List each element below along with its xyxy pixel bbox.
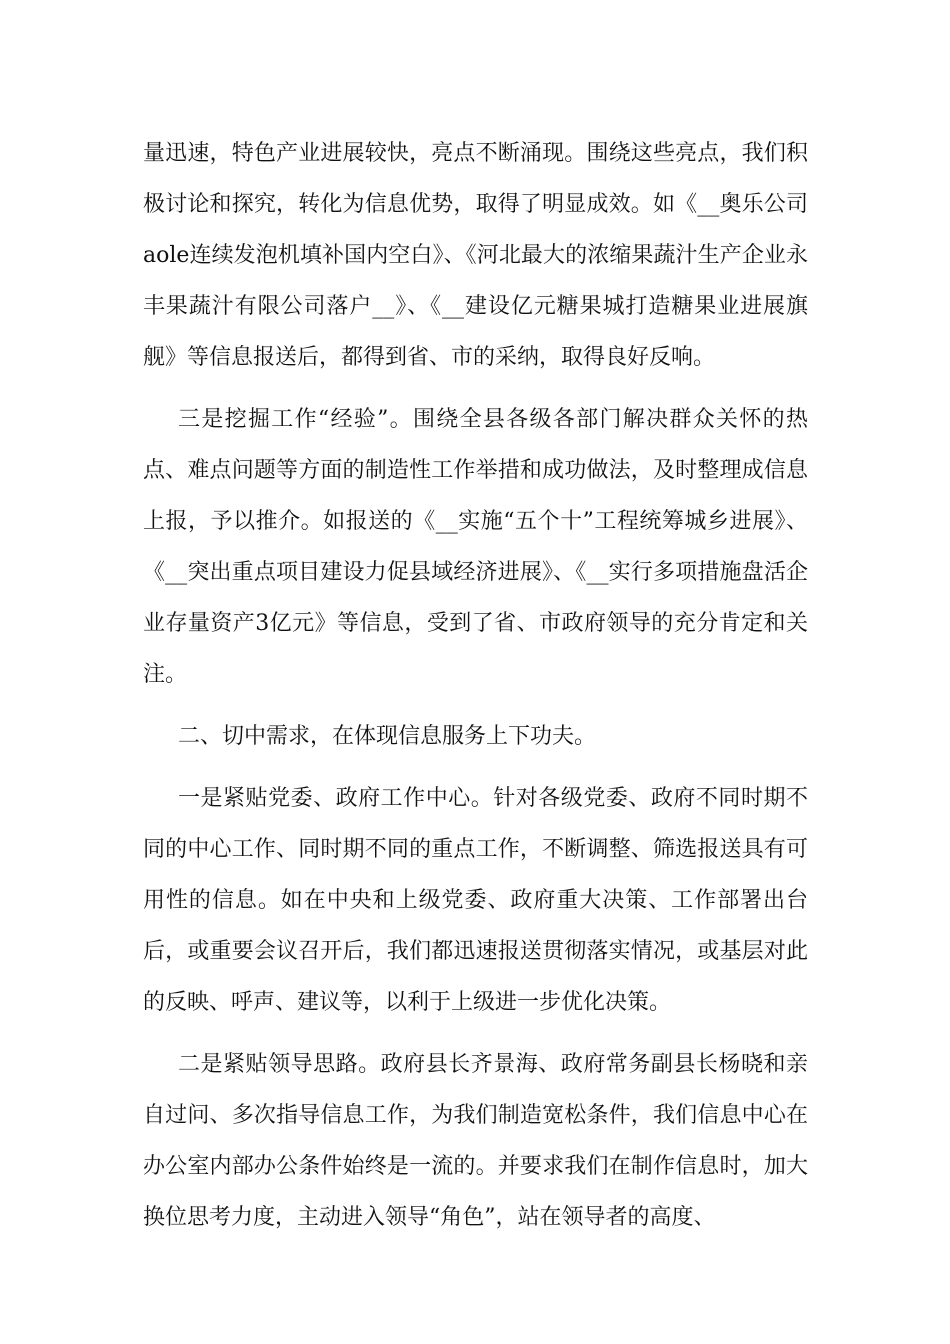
paragraph-continuation: 量迅速，特色产业进展较快，亮点不断涌现。围绕这些亮点，我们积极讨论和探究，转化为信息优势，取得了明显成效。如《__奥乐公司aole连续发泡机填补国内空白》、《河北最大的浓缩果蔬汁生产企业永丰果蔬汁有限公司落户__》、《__建设亿元糖果城打造糖果业进展旗舰》等信息报送后，都得到省、市的采纳，取得良好反响。 (143, 141, 808, 370)
document-body (143, 128, 808, 1254)
paragraph-leadership: 二是紧贴领导思路。政府县长齐景海、政府常务副县长杨晓和亲自过问、多次指导信息工作，为我们制造宽松条件，我们信息中心在办公室内部办公条件始终是一流的。并要求我们在制作信息时，加大换位思考力度，主动进入领导“角色”，站在领导者的高度、 (143, 1052, 808, 1230)
section-heading: 二、切中需求，在体现信息服务上下功夫。 (178, 724, 597, 749)
paragraph-experience: 三是挖掘工作“经验”。围绕全县各级各部门解决群众关怀的热点、难点问题等方面的制造性工作举措和成功做法，及时整理成信息上报，予以推介。如报送的《__实施“五个十”工程统筹城乡进展》、《__突出重点项目建设力促县域经济进展》、《__实行多项措施盘活企业存量资产3亿元》等信息，受到了省、市政府领导的充分肯定和关注。 (143, 407, 808, 687)
paragraph-party-center: 一是紧贴党委、政府工作中心。针对各级党委、政府不同时期不同的中心工作、同时期不同的重点工作，不断调整、筛选报送具有可用性的信息。如在中央和上级党委、政府重大决策、工作部署出台后，或重要会议召开后，我们都迅速报送贯彻落实情况，或基层对此的反映、呼声、建议等，以利于上级进一步优化决策。 (143, 786, 808, 1015)
